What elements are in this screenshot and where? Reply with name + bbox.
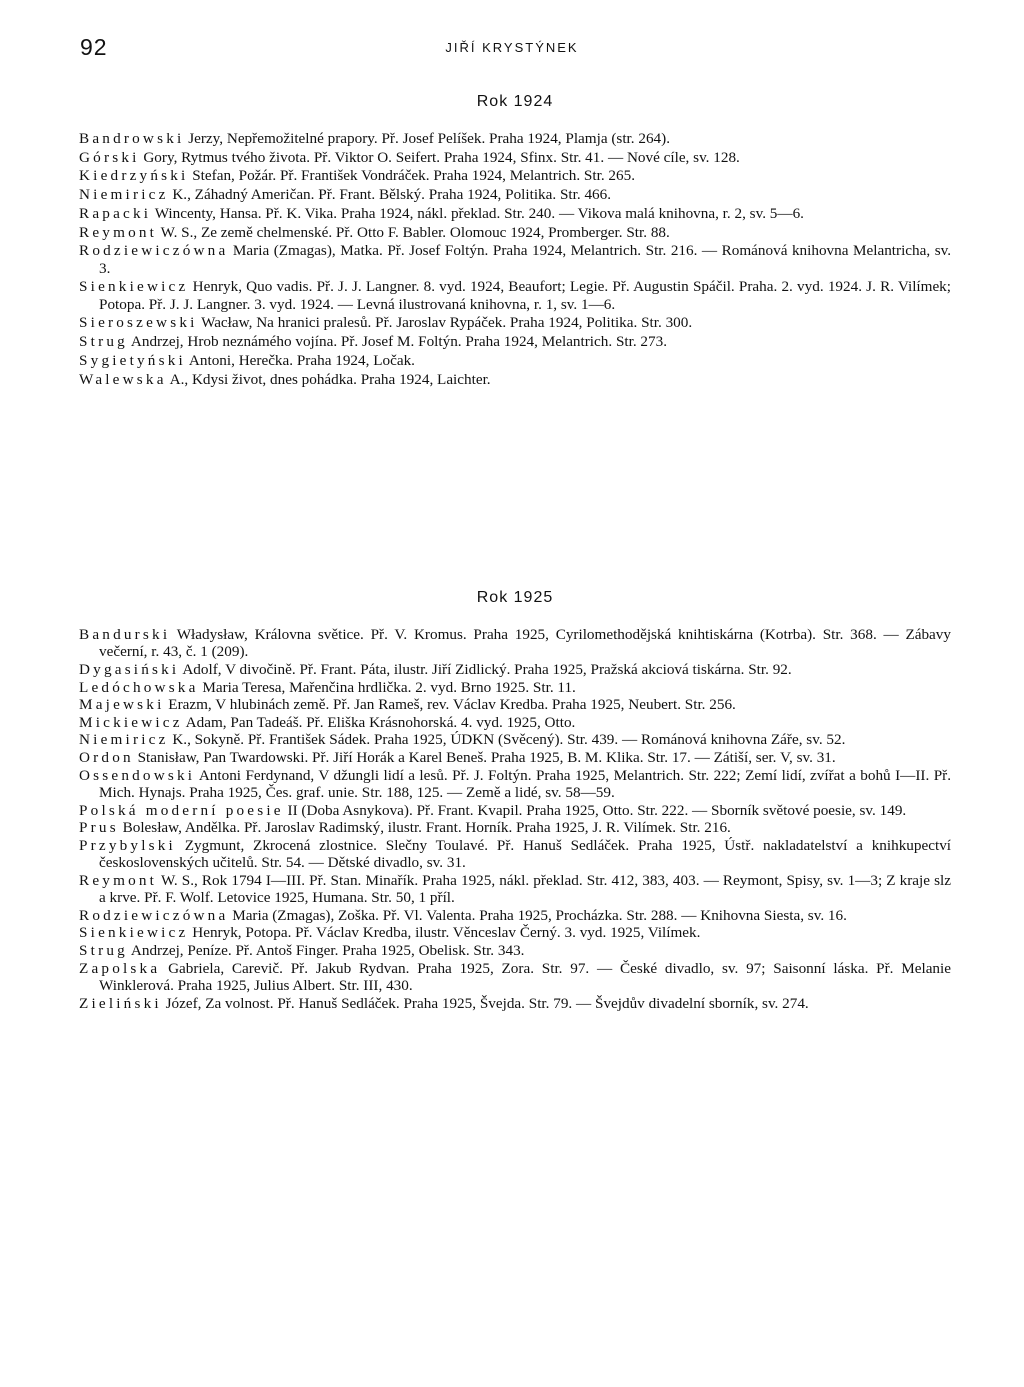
- entry-text: Maria Teresa, Mařenčina hrdlička. 2. vyd. Brno 1925. Str. 11.: [202, 678, 576, 696]
- entry-author: Bandurski: [79, 626, 171, 643]
- entry-author: Sygietyński: [79, 351, 186, 369]
- entry-text: Wincenty, Hansa. Př. K. Vika. Praha 1924, nákl. překlad. Str. 240. — Vikova malá knihovna, r. 2, sv. 5—6.: [154, 204, 804, 222]
- entry-text: Stefan, Požár. Př. František Vondráček. Praha 1924, Melantrich. Str. 265.: [192, 167, 635, 185]
- bibliography-list: [79, 626, 951, 1012]
- entry-author: Sienkiewicz: [79, 924, 189, 942]
- entry-text: Maria (Zmagas), Matka. Př. Josef Foltýn. Praha 1924, Melantrich. Str. 216. — Románová knihovna Melantricha, sv. 3.: [99, 242, 952, 277]
- bibliography-entry: [79, 278, 951, 313]
- entry-author: Walewska: [79, 370, 167, 388]
- entry-author: Kiedrzyński: [79, 167, 189, 185]
- bibliography-entry: [79, 371, 951, 388]
- entry-author: Niemiricz: [79, 731, 169, 749]
- bibliography-entry: [79, 242, 951, 277]
- bibliography-entry: [79, 167, 951, 184]
- section-1925: [79, 588, 951, 1012]
- bibliography-entry: [79, 995, 951, 1012]
- bibliography-entry: [79, 224, 951, 241]
- entry-text: Józef, Za volnost. Př. Hanuš Sedláček. Praha 1925, Švejda. Str. 79. — Švejdův divadelní sborník, sv. 274.: [165, 994, 809, 1012]
- entry-text: Antoni Ferdynand, V džungli lidí a lesů. Př. J. Foltýn. Praha 1925, Melantrich. Str. 222; Zemí lidí, zvířat a bohů I—II. Př. Mich. Hynajs. Praha 1925, Čes. graf. unie. Str. 188, 125. — Země a lidé, sv. 58—59.: [99, 766, 952, 801]
- entry-text: Erazm, V hlubinách země. Př. Jan Rameš, rev. Václav Kredba. Praha 1925, Neubert. Str. 256.: [168, 696, 736, 714]
- entry-author: Polská moderní poesie: [79, 801, 284, 819]
- entry-text: Maria (Zmagas), Zoška. Př. Vl. Valenta. Praha 1925, Procházka. Str. 288. — Knihovna Siesta, sv. 16.: [232, 906, 847, 924]
- bibliography-entry: [79, 352, 951, 369]
- running-head: JIŘÍ KRYSTÝNEK: [445, 40, 579, 55]
- entry-author: Rapacki: [79, 204, 152, 222]
- entry-text: Antoni, Herečka. Praha 1924, Ločak.: [188, 351, 415, 369]
- entry-author: Majewski: [79, 696, 165, 714]
- entry-author: Przybylski: [79, 836, 176, 854]
- entry-author: Ordon: [79, 748, 134, 766]
- entry-author: Sienkiewicz: [79, 278, 189, 296]
- bibliography-entry: [79, 333, 951, 350]
- bibliography-entry: [79, 696, 951, 713]
- entry-author: Zapolska: [79, 959, 161, 977]
- bibliography-entry: [79, 130, 951, 147]
- bibliography-entry: [79, 907, 951, 924]
- section-1924: [79, 92, 951, 389]
- bibliography-entry: [79, 205, 951, 222]
- entry-text: Zygmunt, Zkrocená zlostnice. Slečny Toulavé. Př. Hanuš Sedláček. Praha 1925, Ústř. nakladatelství a knihkupectví československých učitelů. Str. 54. — Dětské divadlo, sv. 31.: [99, 836, 952, 872]
- bibliography-entry: [79, 714, 951, 731]
- entry-text: II (Doba Asnykova). Př. Frant. Kvapil. Praha 1925, Otto. Str. 222. — Sborník světové poesie, sv. 149.: [287, 801, 907, 819]
- entry-text: Stanisław, Pan Twardowski. Př. Jiří Horák a Karel Beneš. Praha 1925, B. M. Klika. Str. 17. — Zátiší, ser. V, sv. 31.: [137, 748, 836, 766]
- entry-text: Andrzej, Peníze. Př. Antoš Finger. Praha 1925, Obelisk. Str. 343.: [130, 941, 525, 959]
- bibliography-entry: [79, 960, 951, 995]
- entry-author: Reymont: [79, 223, 158, 241]
- entry-author: Prus: [79, 819, 119, 837]
- entry-author: Mickiewicz: [79, 713, 183, 731]
- entry-text: W. S., Ze země chelmenské. Př. Otto F. Babler. Olomouc 1924, Promberger. Str. 88.: [160, 223, 670, 241]
- entry-author: Strug: [79, 333, 128, 351]
- entry-text: Gory, Rytmus tvého života. Př. Viktor O. Seifert. Praha 1924, Sfinx. Str. 41. — Nové cíle, sv. 128.: [143, 148, 740, 166]
- bibliography-entry: [79, 679, 951, 696]
- entry-text: Władysław, Královna světice. Př. V. Kromus. Praha 1925, Cyrilomethodějská knihtiskárna (Kotrba). Str. 368. — Zábavy večerní, r. 43, č. 1 (209).: [99, 626, 951, 661]
- entry-author: Niemiricz: [79, 186, 169, 204]
- entry-author: Sieroszewski: [79, 314, 198, 332]
- bibliography-entry: [79, 186, 951, 203]
- entry-text: K., Záhadný Američan. Př. Frant. Bělský. Praha 1924, Politika. Str. 466.: [172, 186, 612, 204]
- entry-author: Bandrowski: [79, 130, 185, 147]
- entry-text: Jerzy, Nepřemožitelné prapory. Př. Josef Pelíšek. Praha 1924, Plamja (str. 264).: [188, 130, 671, 147]
- bibliography-entry: [79, 149, 951, 166]
- bibliography-entry: [79, 872, 951, 907]
- bibliography-entry: [79, 837, 951, 872]
- bibliography-entry: [79, 942, 951, 959]
- entry-text: A., Kdysi život, dnes pohádka. Praha 1924, Laichter.: [169, 370, 491, 388]
- bibliography-entry: [79, 626, 951, 661]
- entry-author: Strug: [79, 941, 128, 959]
- entry-text: Henryk, Potopa. Př. Václav Kredba, ilustr. Věnceslav Černý. 3. vyd. 1925, Vilímek.: [192, 924, 701, 942]
- entry-text: W. S., Rok 1794 I—III. Př. Stan. Minařík. Praha 1925, nákl. překlad. Str. 412, 383, 403. — Reymont, Spisy, sv. 1—3; Z kraje slz a krve. Př. F. Wolf. Letovice 1925, Humana. Str. 50, 1 příl.: [99, 871, 951, 907]
- entry-text: Bolesław, Andělka. Př. Jaroslav Radimský, ilustr. Frant. Horník. Praha 1925, J. R. Vilímek. Str. 216.: [122, 819, 731, 837]
- section-heading: Rok 1924: [476, 93, 554, 110]
- page-number: 92: [80, 34, 108, 60]
- entry-author: Rodziewiczówna: [79, 242, 229, 260]
- bibliography-entry: [79, 661, 951, 678]
- entry-text: Adolf, V divočině. Př. Frant. Páta, ilustr. Jiří Zidlický. Praha 1925, Pražská akciová tiskárna. Str. 92.: [182, 661, 792, 678]
- section-heading: Rok 1925: [476, 589, 554, 606]
- bibliography-entry: [79, 819, 951, 836]
- bibliography-entry: [79, 314, 951, 331]
- entry-text: Wacław, Na hranici pralesů. Př. Jaroslav Rypáček. Praha 1924, Politika. Str. 300.: [201, 314, 693, 332]
- entry-text: Henryk, Quo vadis. Př. J. J. Langner. 8. vyd. 1924, Beaufort; Legie. Př. Augustin Spáčil. Praha. 2. vyd. 1924. J. R. Vilímek; Potopa. Př. J. J. Langner. 3. vyd. 1924. — Levná ilustrovaná knihovna, r. 1, sv. 1—6.: [99, 278, 951, 313]
- entry-author: Ossendowski: [79, 766, 196, 784]
- bibliography-entry: [79, 802, 951, 819]
- bibliography-entry: [79, 924, 951, 941]
- entry-author: Reymont: [79, 871, 158, 889]
- bibliography-entry: [79, 767, 951, 802]
- bibliography-entry: [79, 731, 951, 748]
- entry-author: Rodziewiczówna: [79, 906, 229, 924]
- entry-text: K., Sokyně. Př. František Sádek. Praha 1925, ÚDKN (Svěcený). Str. 439. — Románová knihovna Záře, sv. 52.: [172, 731, 846, 749]
- entry-text: Andrzej, Hrob neznámého vojína. Př. Josef M. Foltýn. Praha 1924, Melantrich. Str. 273.: [130, 333, 668, 351]
- entry-author: Górski: [79, 148, 140, 166]
- entry-author: Dygasiński: [79, 661, 180, 678]
- bibliography-list: [79, 130, 951, 388]
- entry-text: Adam, Pan Tadeáš. Př. Eliška Krásnohorská. 4. vyd. 1925, Otto.: [185, 713, 576, 731]
- entry-text: Gabriela, Carevič. Př. Jakub Rydvan. Praha 1925, Zora. Str. 97. — České divadlo, sv. 97; Saisonní láska. Př. Melanie Winklerová. Praha 1925, Julius Albert. Str. III, 430.: [99, 959, 951, 994]
- bibliography-entry: [79, 749, 951, 766]
- entry-author: Zieliński: [79, 994, 162, 1012]
- entry-author: Ledóchowska: [79, 678, 199, 696]
